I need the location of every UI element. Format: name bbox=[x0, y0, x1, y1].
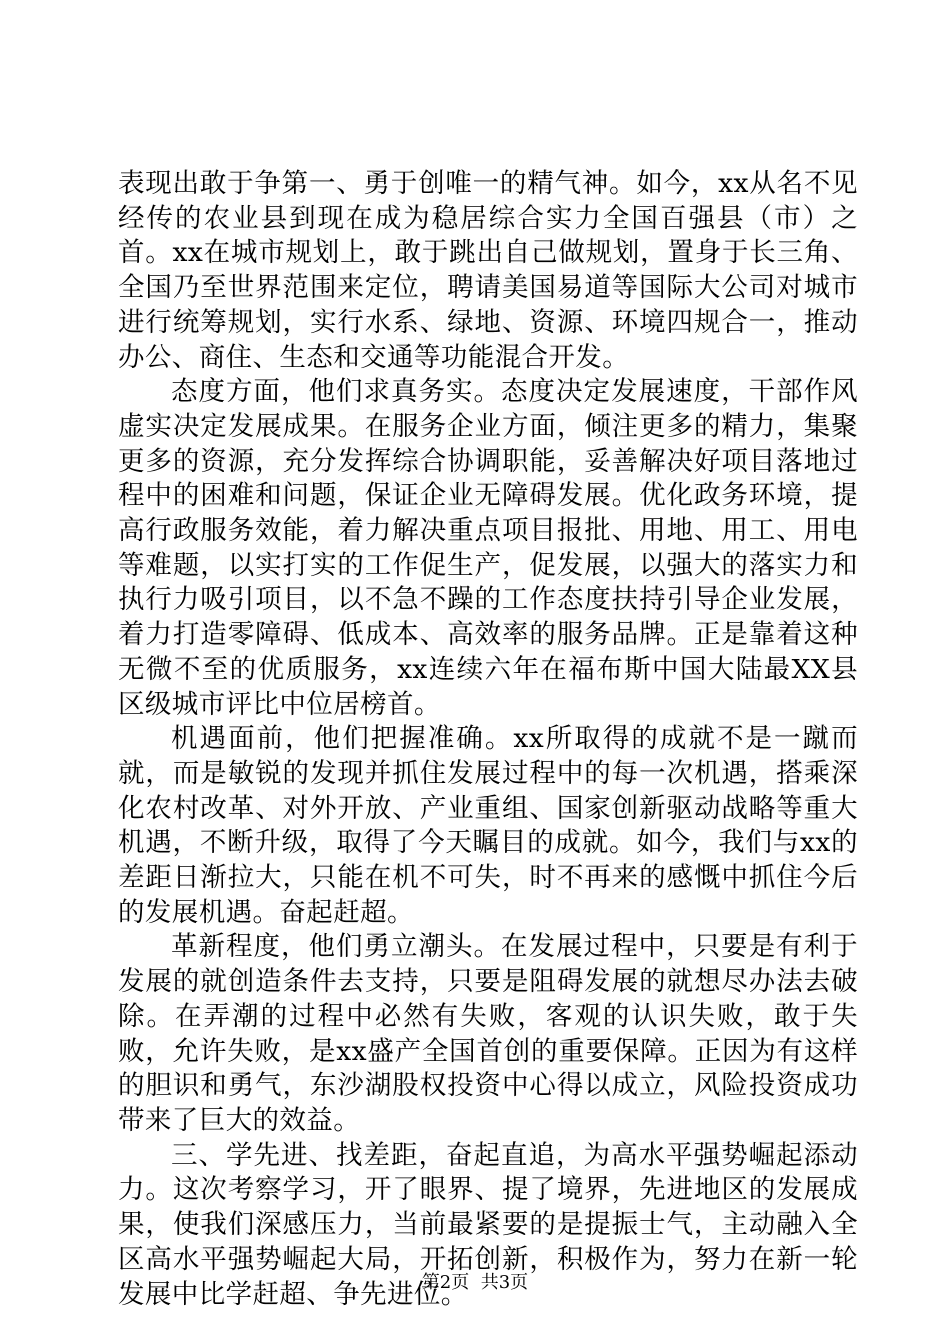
document-body bbox=[118, 167, 858, 1312]
paragraph-innovation: 革新程度，他们勇立潮头。在发展过程中，只要是有利于发展的就创造条件去支持，只要是阻碍发展的就想尽办法去破除。在弄潮的过程中必然有失败，客观的认识失败，敢于失败，允许失败，是xx盛产全国首创的重要保障。正因为有这样的胆识和勇气，东沙湖股权投资中心得以成立，风险投资成功带来了巨大的效益。 bbox=[118, 931, 858, 1136]
paragraph-opportunity: 机遇面前，他们把握准确。xx所取得的成就不是一蹴而就，而是敏锐的发现并抓住发展过程中的每一次机遇，搭乘深化农村改革、对外开放、产业重组、国家创新驱动战略等重大机遇，不断升级，取得了今天瞩目的成就。如今，我们与xx的差距日渐拉大，只能在机不可失，时不再来的感慨中抓住今后的发展机遇。奋起赶超。 bbox=[118, 723, 858, 928]
paragraph-attitude: 态度方面，他们求真务实。态度决定发展速度，干部作风虚实决定发展成果。在服务企业方面，倾注更多的精力，集聚更多的资源，充分发挥综合协调职能，妥善解决好项目落地过程中的困难和问题，保证企业无障碍发展。优化政务环境，提高行政服务效能，着力解决重点项目报批、用地、用工、用电等难题，以实打实的工作促生产，促发展，以强大的落实力和执行力吸引项目，以不急不躁的工作态度扶持引导企业发展，着力打造零障碍、低成本、高效率的服务品牌。正是靠着这种无微不至的优质服务，xx连续六年在福布斯中国大陆最XX县区级城市评比中位居榜首。 bbox=[118, 376, 858, 720]
paragraph-continuation: 表现出敢于争第一、勇于创唯一的精气神。如今，xx从名不见经传的农业县到现在成为稳居综合实力全国百强县（市）之首。xx在城市规划上，敢于跳出自己做规划，置身于长三角、全国乃至世界范围来定位，聘请美国易道等国际大公司对城市进行统筹规划，实行水系、绿地、资源、环境四规合一，推动办公、商住、生态和交通等功能混合开发。 bbox=[118, 168, 858, 373]
paragraph-section-three: 三、学先进、找差距，奋起直追，为高水平强势崛起添动力。这次考察学习，开了眼界、提了境界，先进地区的发展成果，使我们深感压力，当前最紧要的是提振士气，主动融入全区高水平强势崛起大局，开拓创新，积极作为，努力在新一轮发展中比学赶超、争先进位。 bbox=[118, 1139, 858, 1310]
page-footer: 第2页 共3页 bbox=[421, 1272, 529, 1293]
